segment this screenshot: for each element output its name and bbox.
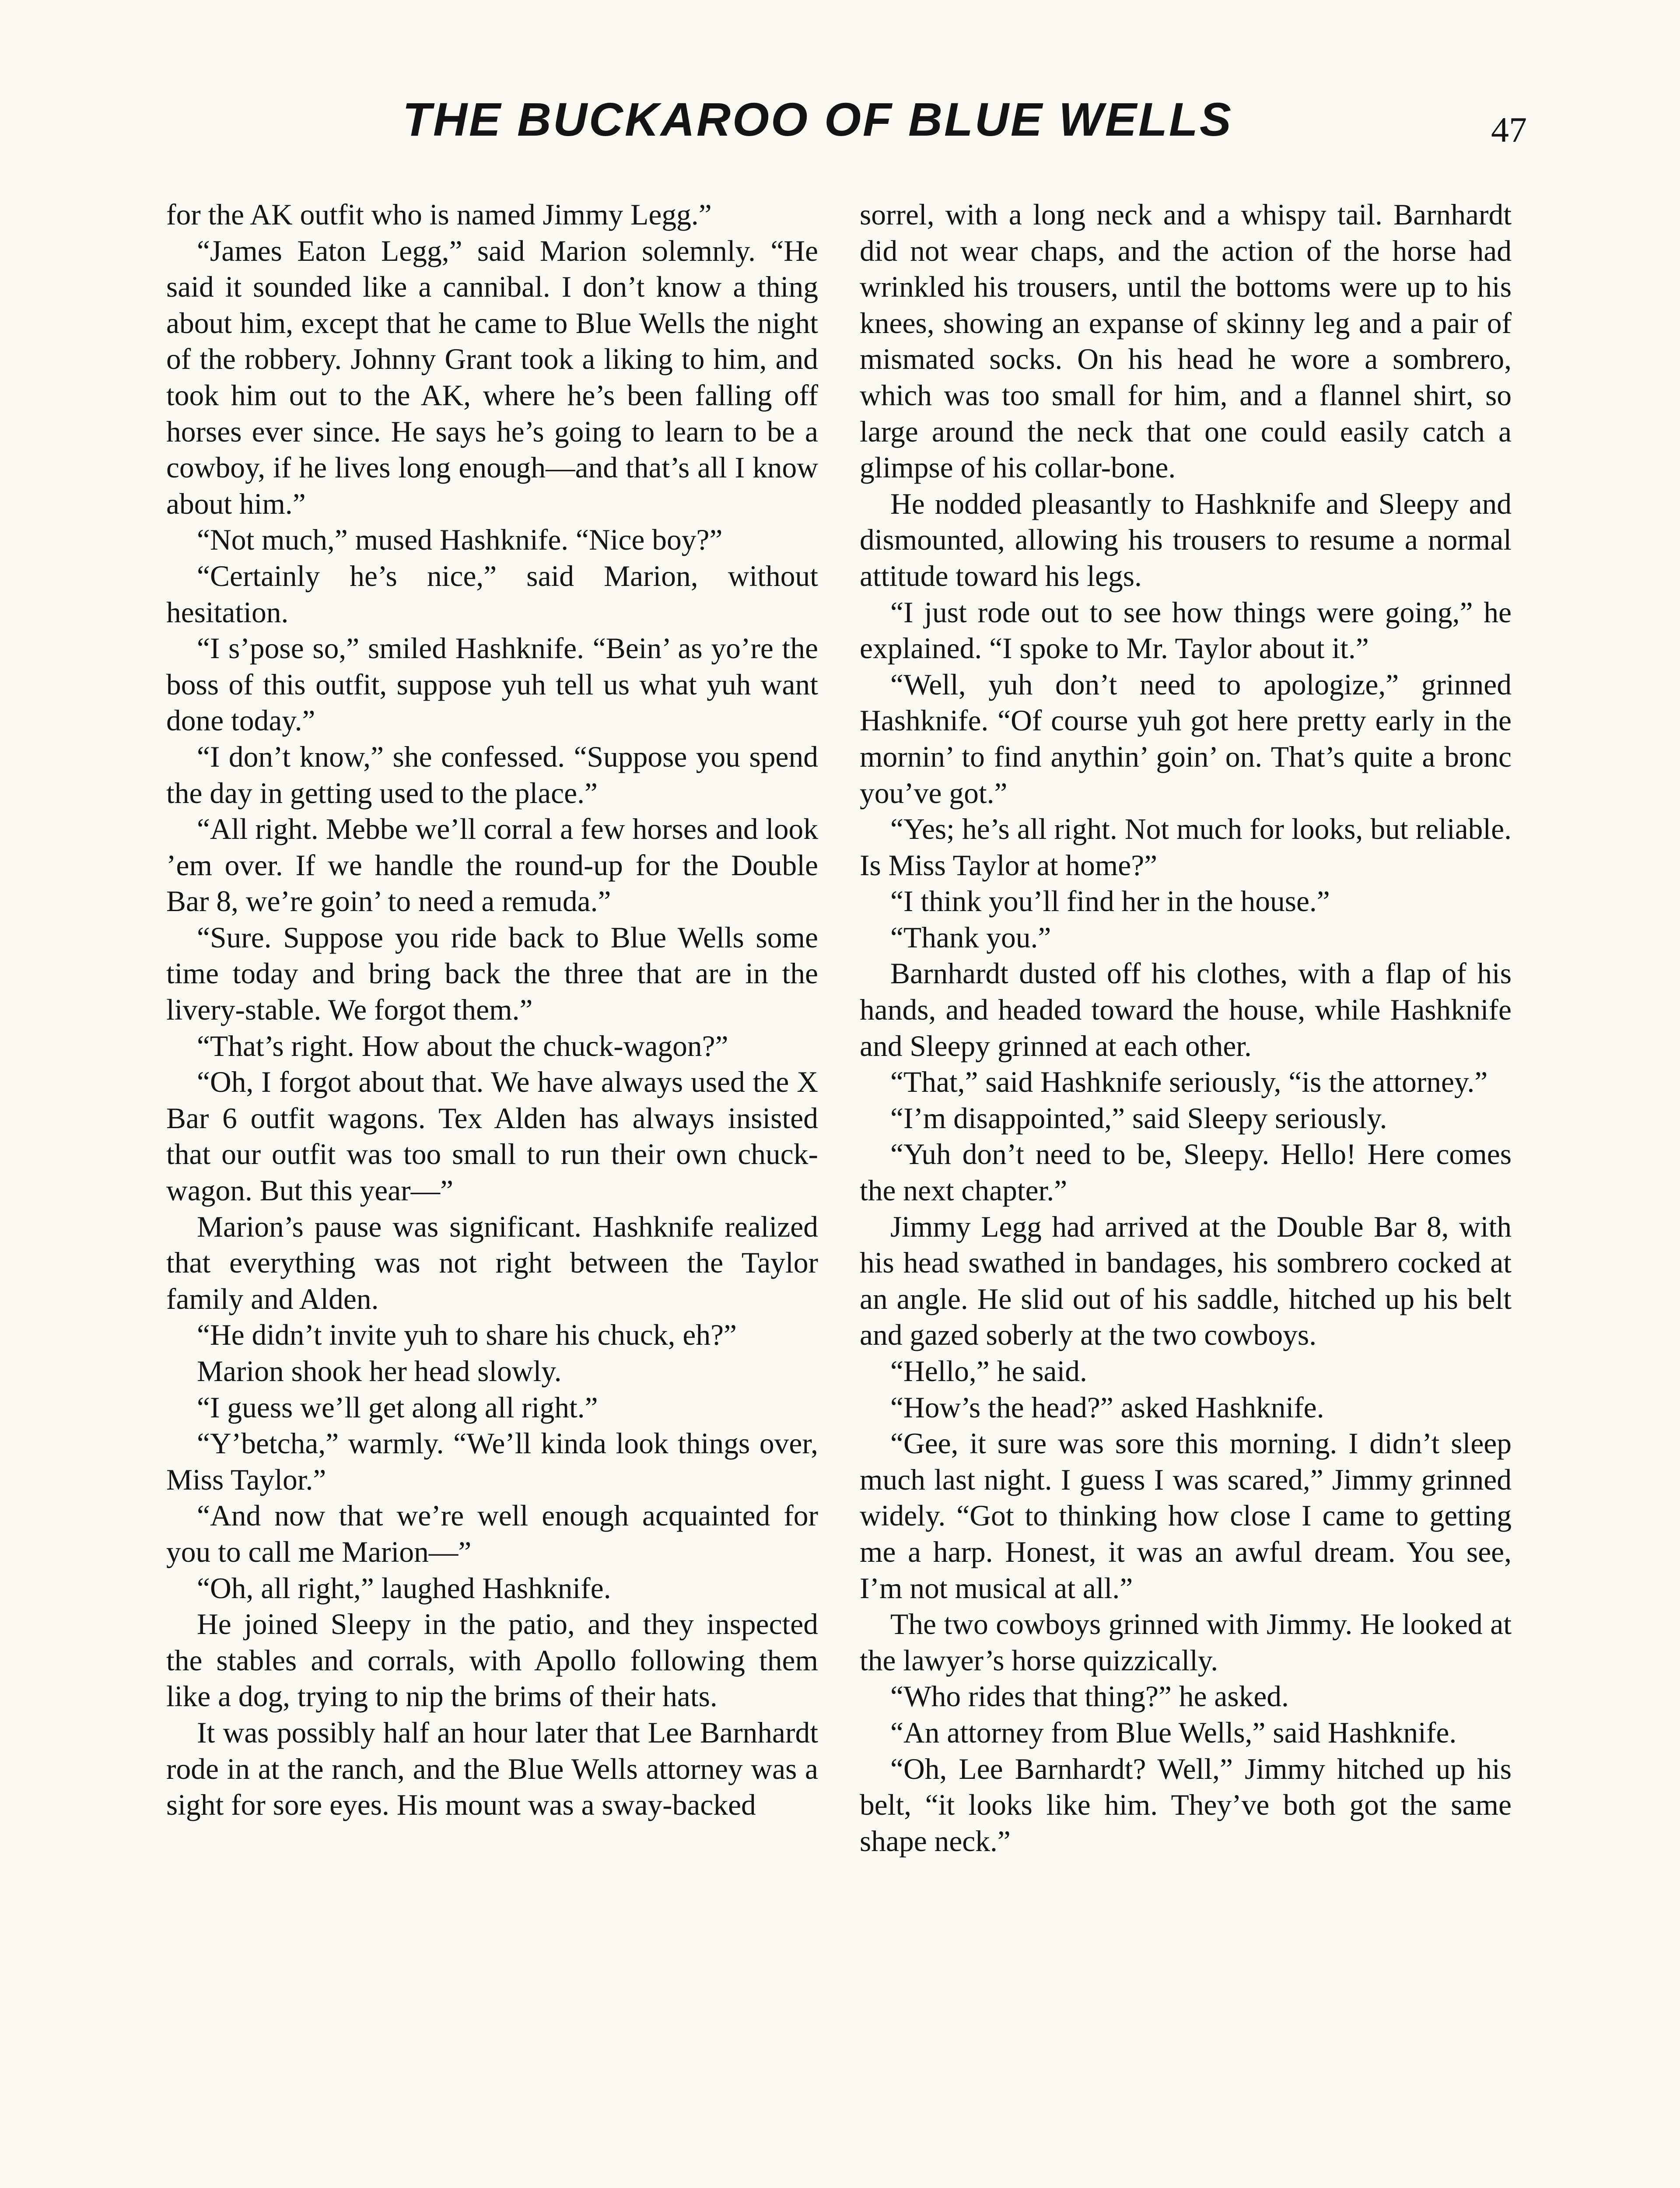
paragraph: Barnhardt dusted off his clothes, with a flap of his hands, and headed toward the house, while Hashknife and Sleepy grinned at each other. [860, 957, 1512, 1062]
paragraph: Marion shook her head slowly. [197, 1355, 562, 1388]
paragraph: “Yuh don’t need to be, Sleepy. Hello! Here comes the next chapter.” [860, 1138, 1512, 1207]
paragraph: “I don’t know,” she confessed. “Suppose you spend the day in getting used to the place.” [166, 740, 818, 810]
paragraph: “That,” said Hashknife seriously, “is the attorney.” [890, 1066, 1488, 1099]
paragraph: “How’s the head?” asked Hashknife. [890, 1391, 1324, 1424]
page-number: 47 [1491, 110, 1527, 150]
paragraph: Jimmy Legg had arrived at the Double Bar 8, with his head swathed in bandages, his sombrero cocked at an angle. He slid out of his saddle, hitched up his belt and gazed soberly at the two cowboys. [860, 1210, 1512, 1352]
paragraph: “Who rides that thing?” he asked. [890, 1680, 1289, 1713]
paragraph: “I just rode out to see how things were going,” he explained. “I spoke to Mr. Taylor about it.” [860, 596, 1512, 665]
paragraph: He nodded pleasantly to Hashknife and Sleepy and dismounted, allowing his trousers to resume a normal attitude toward his legs. [860, 487, 1512, 593]
paragraph: “I think you’ll find her in the house.” [890, 885, 1330, 918]
paragraph: “Oh, all right,” laughed Hashknife. [197, 1571, 611, 1605]
paragraph: for the AK outfit who is named Jimmy Legg.” [166, 198, 712, 231]
running-header [166, 92, 1527, 171]
paragraph: It was possibly half an hour later that Lee Barnhardt rode in at the ranch, and the Blue Wells attorney was a sight for sore eyes. His mount was a sway-backed [166, 1716, 818, 1822]
paragraph: “I’m disappointed,” said Sleepy seriously. [890, 1101, 1387, 1135]
right-column [860, 197, 1512, 1859]
paragraph: “He didn’t invite yuh to share his chuck, eh?” [197, 1318, 737, 1352]
running-title: THE BUCKAROO OF BLUE WELLS [402, 93, 1233, 146]
paragraph: He joined Sleepy in the patio, and they inspected the stables and corrals, with Apollo following them like a dog, trying to nip the brims of their hats. [166, 1608, 818, 1713]
paragraph: “And now that we’re well enough acquainted for you to call me Marion—” [166, 1499, 818, 1568]
paragraph: “I guess we’ll get along all right.” [197, 1391, 598, 1424]
paragraph: Marion’s pause was significant. Hashknife realized that everything was not right between the Taylor family and Alden. [166, 1210, 818, 1315]
paragraph: sorrel, with a long neck and a whispy tail. Barnhardt did not wear chaps, and the action of the horse had wrinkled his trousers, until the bottoms were up to his knees, showing an expanse of skinny leg and a pair of mismated socks. On his head he wore a sombrero, which was too small for him, and a flannel shirt, so large around the neck that one could easily catch a glimpse of his collar-bone. [860, 198, 1512, 484]
paragraph: “Gee, it sure was sore this morning. I didn’t sleep much last night. I guess I was scared,” Jimmy grinned widely. “Got to thinking how close I came to getting me a harp. Honest, it was an awful dream. You see, I’m not musical at all.” [860, 1427, 1512, 1605]
paragraph: “All right. Mebbe we’ll corral a few horses and look ’em over. If we handle the round-up for the Double Bar 8, we’re goin’ to need a remuda.” [166, 813, 818, 918]
left-column [166, 197, 818, 1823]
paragraph: “Oh, Lee Barnhardt? Well,” Jimmy hitched up his belt, “it looks like him. They’ve both got the same shape neck.” [860, 1752, 1512, 1858]
paragraph: “Not much,” mused Hashknife. “Nice boy?” [197, 523, 723, 557]
paragraph: “Thank you.” [890, 921, 1051, 954]
paragraph: “Hello,” he said. [890, 1355, 1087, 1388]
paragraph: “Certainly he’s nice,” said Marion, without hesitation. [166, 559, 818, 629]
paragraph: “James Eaton Legg,” said Marion solemnly. “He said it sounded like a cannibal. I don’t know a thing about him, except that he came to Blue Wells the night of the robbery. Johnny Grant took a liking to him, and took him out to the AK, where he’s been falling off horses ever since. He says he’s going to learn to be a cowboy, if he lives long enough—and that’s all I know about him.” [166, 234, 818, 520]
paragraph: “That’s right. How about the chuck-wagon?” [197, 1029, 728, 1062]
paragraph: “Oh, I forgot about that. We have always used the X Bar 6 outfit wagons. Tex Alden has always insisted that our outfit was too small to run their own chuck-wagon. But this year—” [166, 1066, 818, 1207]
paragraph: “Sure. Suppose you ride back to Blue Wells some time today and bring back the three that are in the livery-stable. We forgot them.” [166, 921, 818, 1027]
paragraph: “Y’betcha,” warmly. “We’ll kinda look things over, Miss Taylor.” [166, 1427, 818, 1496]
paragraph: “I s’pose so,” smiled Hashknife. “Bein’ as yo’re the boss of this outfit, suppose yuh tell us what yuh want done today.” [166, 632, 818, 737]
paragraph: “An attorney from Blue Wells,” said Hashknife. [890, 1716, 1457, 1749]
paragraph: The two cowboys grinned with Jimmy. He looked at the lawyer’s horse quizzically. [860, 1608, 1512, 1677]
paragraph: “Yes; he’s all right. Not much for looks, but reliable. Is Miss Taylor at home?” [860, 813, 1512, 882]
paragraph: “Well, yuh don’t need to apologize,” grinned Hashknife. “Of course yuh got here pretty early in the mornin’ to find anythin’ goin’ on. That’s quite a bronc you’ve got.” [860, 668, 1512, 810]
